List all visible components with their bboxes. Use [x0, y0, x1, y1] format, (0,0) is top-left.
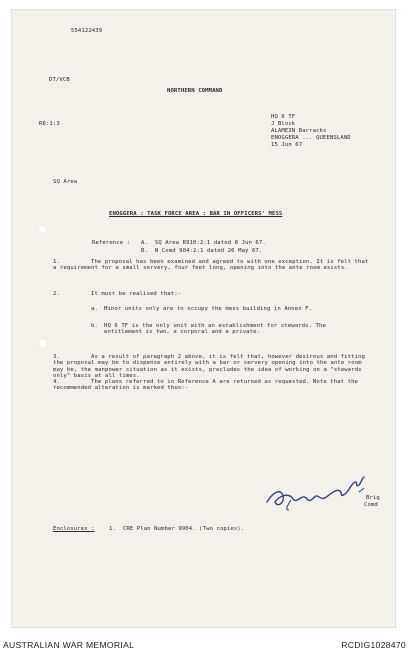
paragraph-number: 1.	[53, 259, 60, 265]
sender-line: ENOGGERA ... QUEENSLAND	[271, 135, 351, 141]
file-number: 554122439	[71, 28, 103, 34]
sub-item-b: HQ 6 TF is the only unit with an establishment for stewards. The entitlement is two, a corporal and a private.	[104, 323, 326, 336]
sender-line: J Block	[271, 121, 296, 127]
punch-hole-icon	[38, 225, 47, 234]
sub-item-letter: b.	[91, 323, 98, 329]
file-reference: R6:1:3	[39, 121, 60, 127]
sub-item-a: Minor units only are to occupy the mess building in Annex F.	[104, 306, 313, 312]
recipient: SQ Area	[53, 179, 78, 185]
sender-line: HQ 6 TF	[271, 114, 296, 120]
paragraph-1: The proposal has been examined and agreed to with one exception. It is felt that a requirement for a small servery, four feet long, opening into the ante room exists.	[53, 259, 369, 272]
signatory-title: Comd	[364, 502, 378, 508]
reference-label: Reference :	[92, 240, 131, 246]
enclosures-label: Enclosures :	[53, 526, 95, 532]
signatory-rank: Brig	[366, 495, 380, 501]
paragraph-3: As a result of paragraph 2 above, it is felt that, however desirous and fitting the proposal may be to dispense entirely with a bar or servery opening into the ante room may be, the manpower situation as it exists, precludes the idea of working on a "stewards only" basis at all times.	[53, 354, 365, 380]
enclosure-item: 1. CRE Plan Number 9904. (Two copies).	[109, 526, 245, 532]
reference-item: B. N Comd 904:2:1 dated 26 May 67.	[141, 248, 263, 254]
record-id: RCDIG1028470	[341, 640, 406, 650]
sender-line: ALAMEIN Barracks	[271, 128, 327, 134]
handwritten-signature-icon	[263, 472, 375, 520]
sub-item-letter: a.	[91, 306, 98, 312]
institution-name: AUSTRALIAN WAR MEMORIAL	[3, 640, 135, 650]
paragraph-number: 4.	[53, 379, 60, 385]
reference-initials: DT/VCB	[49, 77, 70, 83]
paragraph-number: 3.	[53, 354, 60, 360]
paragraph-number: 2.	[53, 291, 60, 297]
archive-footer	[0, 636, 410, 654]
command-heading: NORTHERN COMMAND	[167, 88, 223, 94]
paragraph-4: The plans referred to in Reference A are returned as requested. Note that the recommended alteration is marked thus:-	[53, 379, 359, 392]
sender-date: 15 Jun 67	[271, 142, 303, 148]
reference-item: A. SQ Area R910:2:1 dated 8 Jun 67.	[141, 240, 266, 246]
punch-hole-icon	[38, 339, 47, 348]
document-sheet	[11, 9, 396, 628]
subject-line: ENOGGERA : TASK FORCE AREA : BAR IN OFFICERS' MESS	[109, 211, 283, 217]
paragraph-2: It must be realised that:-	[91, 291, 182, 297]
